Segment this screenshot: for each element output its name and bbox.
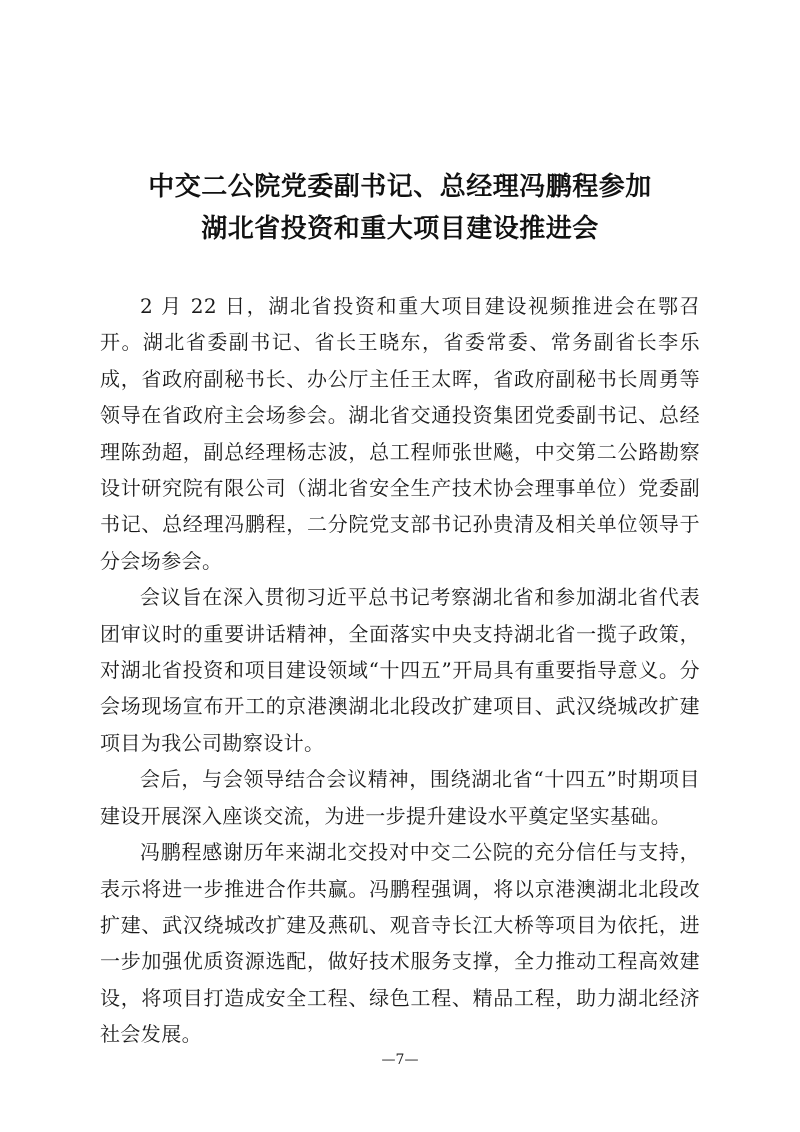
article-title [100,166,700,250]
title-line-1: 中交二公院党委副书记、总经理冯鹏程参加 [148,172,652,202]
paragraph-4: 冯鹏程感谢历年来湖北交投对中交二公院的充分信任与支持，表示将进一步推进合作共赢。冯鹏程强调，将以京港澳湖北北段改扩建、武汉绕城改扩建及燕矶、观音寺长江大桥等项目为依托，进一步加强优质资源选配，做好技术服务支撑，全力推动工程高效建设，将项目打造成安全工程、绿色工程、精品工程，助力湖北经济社会发展。 [100,840,700,1047]
article-body [100,288,700,1053]
paragraph-2: 会议旨在深入贯彻习近平总书记考察湖北省和参加湖北省代表团审议时的重要讲话精神，全面落实中央支持湖北省一揽子政策，对湖北省投资和项目建设领域“十四五”开局具有重要指导意义。分会场现场宣布开工的京港澳湖北北段改扩建项目、武汉绕城改扩建项目为我公司勘察设计。 [100,585,700,755]
paragraph-1: 2 月 22 日，湖北省投资和重大项目建设视频推进会在鄂召开。湖北省委副书记、省长王晓东，省委常委、常务副省长李乐成，省政府副秘书长、办公厅主任王太晖，省政府副秘书长周勇等领导在省政府主会场参会。湖北省交通投资集团党委副书记、总经理陈劲超，副总经理杨志波，总工程师张世飚，中交第二公路勘察设计研究院有限公司（湖北省安全生产技术协会理事单位）党委副书记、总经理冯鹏程，二分院党支部书记孙贵清及相关单位领导于分会场参会。 [100,294,700,573]
title-line-2: 湖北省投资和重大项目建设推进会 [201,214,599,244]
paragraph-3: 会后，与会领导结合会议精神，围绕湖北省“十四五”时期项目建设开展深入座谈交流，为进一步提升建设水平奠定坚实基础。 [100,767,700,828]
page-number: —7— [381,1052,419,1068]
